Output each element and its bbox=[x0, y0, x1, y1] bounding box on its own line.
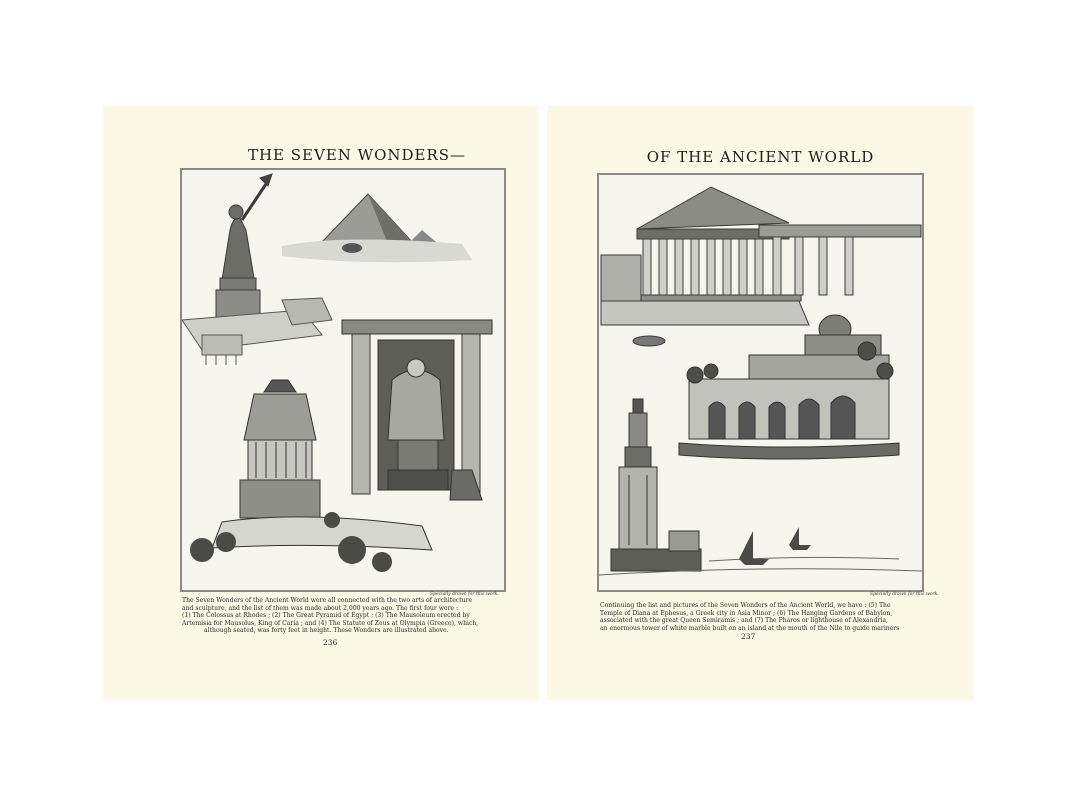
statue-of-zeus-drawing bbox=[342, 320, 492, 500]
left-caption-line: and sculpture, and the list of them was made about 2,000 years ago. The first four were : bbox=[182, 604, 459, 612]
right-page bbox=[548, 106, 973, 700]
right-page-title: OF THE ANCIENT WORLD bbox=[646, 148, 875, 166]
temple-of-diana-drawing bbox=[601, 187, 921, 346]
left-illustration bbox=[182, 170, 504, 590]
right-illustration bbox=[599, 175, 922, 590]
right-caption-line: an enormous tower of white marble built on an island at the mouth of the Nile to guide mariners bbox=[600, 624, 900, 632]
left-caption-line: The Seven Wonders of the Ancient World were all connected with the two arts of architecture bbox=[182, 597, 473, 604]
right-illustration-plate bbox=[597, 173, 924, 592]
left-page bbox=[104, 106, 538, 700]
left-caption-line: although seated, was forty feet in height. These Wonders are illustrated above. bbox=[204, 627, 449, 635]
right-illustration-credit: Specially drawn for this work. bbox=[870, 592, 939, 597]
left-illustration-credit: Specially drawn for this work. bbox=[430, 592, 499, 597]
left-caption-line: (1) The Colossus at Rhodes ; (2) The Great Pyramid of Egypt ; (3) The Mausoleum erected by bbox=[182, 612, 470, 620]
left-page-title: THE SEVEN WONDERS— bbox=[247, 146, 467, 164]
right-caption-line: Continuing the list and pictures of the Seven Wonders of the Ancient World, we have : (5) The bbox=[600, 602, 891, 609]
right-caption-line: associated with the great Queen Semiramis ; and (7) The Pharos or lighthouse of Alexandria, bbox=[600, 617, 888, 625]
ships-drawing bbox=[739, 527, 811, 565]
pharos-of-alexandria-drawing bbox=[611, 399, 701, 571]
hanging-gardens-drawing bbox=[679, 315, 899, 459]
left-caption-line: Artemisia for Mausolus, King of Caria ; and (4) The Statute of Zeus at Olympia (Greece), which, bbox=[182, 619, 479, 627]
right-caption-line: Temple of Diana at Ephesus, a Greek city in Asia Minor ; (6) The Hanging Gardens of Babylon, bbox=[600, 609, 893, 617]
great-pyramid-drawing bbox=[282, 194, 472, 262]
right-caption bbox=[600, 602, 922, 632]
left-illustration-plate bbox=[180, 168, 506, 592]
left-caption bbox=[182, 597, 504, 635]
colossus-of-rhodes-drawing bbox=[216, 174, 272, 320]
left-page-number: 236 bbox=[323, 638, 338, 647]
right-page-number: 237 bbox=[741, 632, 756, 641]
